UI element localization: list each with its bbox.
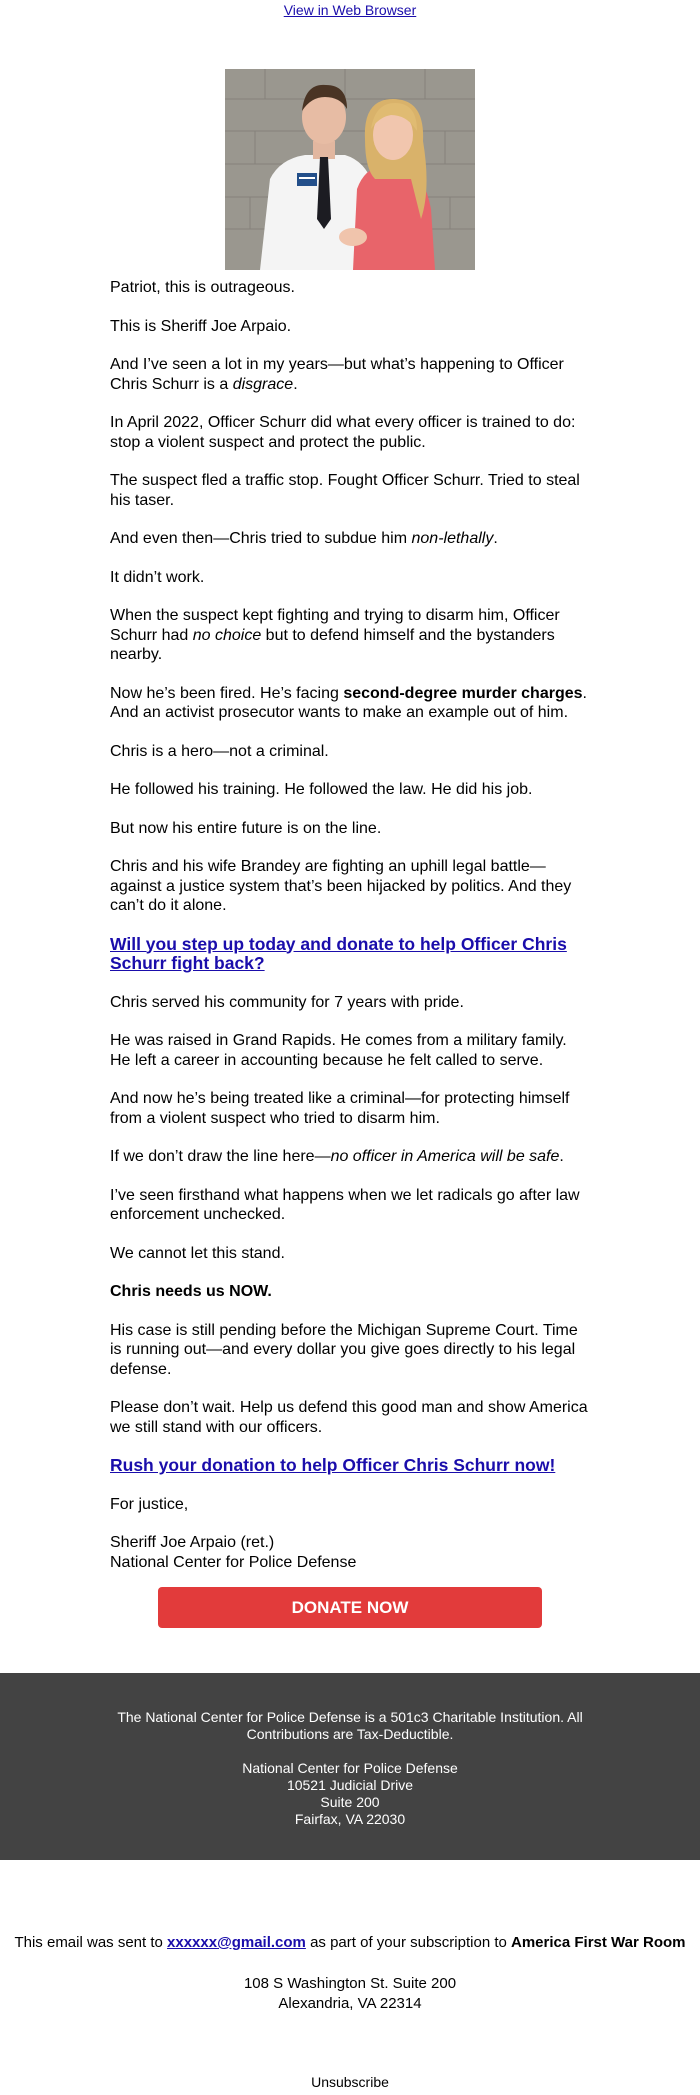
paragraph-raised: He was raised in Grand Rapids. He comes from a military family. He left a career in accounting because he felt called to serve. <box>110 1032 567 1069</box>
footer-city: Fairfax, VA 22030 <box>294 1811 406 1827</box>
donate-link-1[interactable]: Will you step up today and donate to help Officer Chris Schurr fight back? <box>110 933 567 973</box>
cta-paragraph-2 <box>110 1456 590 1476</box>
text-segment: If we don’t draw the line here— <box>110 1148 331 1165</box>
view-in-browser-row <box>0 0 700 19</box>
view-in-browser-link[interactable]: View in Web Browser <box>283 2 417 18</box>
signature-name: Sheriff Joe Arpaio (ret.) <box>110 1534 275 1551</box>
couple-photo <box>225 69 475 270</box>
emphasis-text: no officer in America will be safe <box>330 1148 560 1165</box>
text-segment: but to defend himself and the bystanders nearby. <box>110 626 555 663</box>
paragraph-pending: His case is still pending before the Michigan Supreme Court. Time is running out—and every dollar you give goes directly to his legal defense. <box>110 1321 578 1378</box>
footer-org-name: National Center for Police Defense <box>242 1760 458 1776</box>
paragraph-cannot: We cannot let this stand. <box>110 1244 285 1262</box>
paragraph-nonlethal <box>110 529 590 549</box>
emphasis-text: disgrace <box>232 375 294 393</box>
paragraph-no-choice <box>110 606 590 665</box>
donate-link-2[interactable]: Rush your donation to help Officer Chris Schurr now! <box>110 1455 556 1475</box>
text-segment: And I’ve seen a lot in my years—but what’s happening to Officer Chris Schurr is a <box>110 356 564 393</box>
paragraph-needs-us <box>110 1282 590 1302</box>
cta-paragraph-1 <box>110 935 590 974</box>
greeting: Patriot, this is outrageous. <box>110 279 295 296</box>
closing: For justice, <box>110 1495 189 1513</box>
bold-text: second-degree murder charges <box>343 684 583 702</box>
text-segment: This email was sent to <box>14 1934 168 1951</box>
paragraph-intro: This is Sheriff Joe Arpaio. <box>110 317 292 335</box>
subscription-notice <box>0 1934 700 1952</box>
paragraph-future: But now his entire future is on the line. <box>110 819 382 837</box>
bold-text: Chris needs us NOW. <box>110 1283 272 1300</box>
paragraph-charges <box>110 684 590 723</box>
text-segment: Now he’s been fired. He’s facing <box>110 684 344 702</box>
paragraph-firsthand: I’ve seen firsthand what happens when we let radicals go after law enforcement unchecked. <box>110 1186 580 1223</box>
sender-city: Alexandria, VA 22314 <box>278 1995 422 2012</box>
signature <box>110 1533 590 1572</box>
text-segment: . And an activist prosecutor wants to make an example out of him. <box>110 684 587 721</box>
text-segment: . <box>493 530 498 547</box>
text-segment: . <box>559 1148 564 1165</box>
paragraph-draw-line <box>110 1147 590 1167</box>
footer-street: 10521 Judicial Drive <box>286 1777 414 1793</box>
message-body <box>110 278 590 1572</box>
paragraph-didnt-work: It didn’t work. <box>110 568 205 586</box>
footer-suite: Suite 200 <box>320 1794 380 1810</box>
donate-button-row <box>0 1587 700 1628</box>
emphasis-text: no choice <box>192 626 262 644</box>
paragraph-uphill: Chris and his wife Brandey are fighting an uphill legal battle—against a justice system that’s been hijacked by politics. And they can’t do it alone. <box>110 858 572 914</box>
paragraph-training: He followed his training. He followed the law. He did his job. <box>110 781 533 798</box>
recipient-email-link[interactable]: xxxxxx@gmail.com <box>167 1934 306 1951</box>
paragraph-hero: Chris is a hero—not a criminal. <box>110 742 329 760</box>
text-segment: When the suspect kept fighting and trying to disarm him, Officer Schurr had <box>110 607 560 644</box>
paragraph-disgrace <box>110 355 590 394</box>
text-segment: And even then—Chris tried to subdue him <box>110 530 412 547</box>
list-name: America First War Room <box>511 1934 686 1951</box>
emphasis-text: non-lethally <box>411 530 494 547</box>
donate-now-button[interactable]: DONATE NOW <box>158 1587 542 1628</box>
paragraph-criminal: And now he’s being treated like a criminal—for protecting himself from a violent suspect who tried to disarm him. <box>110 1090 570 1127</box>
unsubscribe-link[interactable]: Unsubscribe <box>311 2074 389 2090</box>
footer <box>0 1673 700 1860</box>
paragraph-suspect: The suspect fled a traffic stop. Fought Officer Schurr. Tried to steal his taser. <box>110 472 580 509</box>
sender-street: 108 S Washington St. Suite 200 <box>243 1975 457 1992</box>
paragraph-april: In April 2022, Officer Schurr did what every officer is trained to do: stop a violent suspect and protect the public. <box>110 414 576 451</box>
paragraph-served: Chris served his community for 7 years with pride. <box>110 993 464 1011</box>
text-segment: as part of your subscription to <box>305 1934 512 1951</box>
paragraph-dont-wait: Please don’t wait. Help us defend this good man and show America we still stand with our officers. <box>110 1399 588 1436</box>
text-segment: . <box>293 375 298 393</box>
tax-disclaimer: The National Center for Police Defense is a 501c3 Charitable Institution. All Contributions are Tax-Deductible. <box>117 1709 583 1742</box>
footer-address <box>0 1760 700 1828</box>
signature-org: National Center for Police Defense <box>110 1553 357 1571</box>
unsubscribe-row <box>0 2073 700 2091</box>
sender-address <box>0 1974 700 2014</box>
